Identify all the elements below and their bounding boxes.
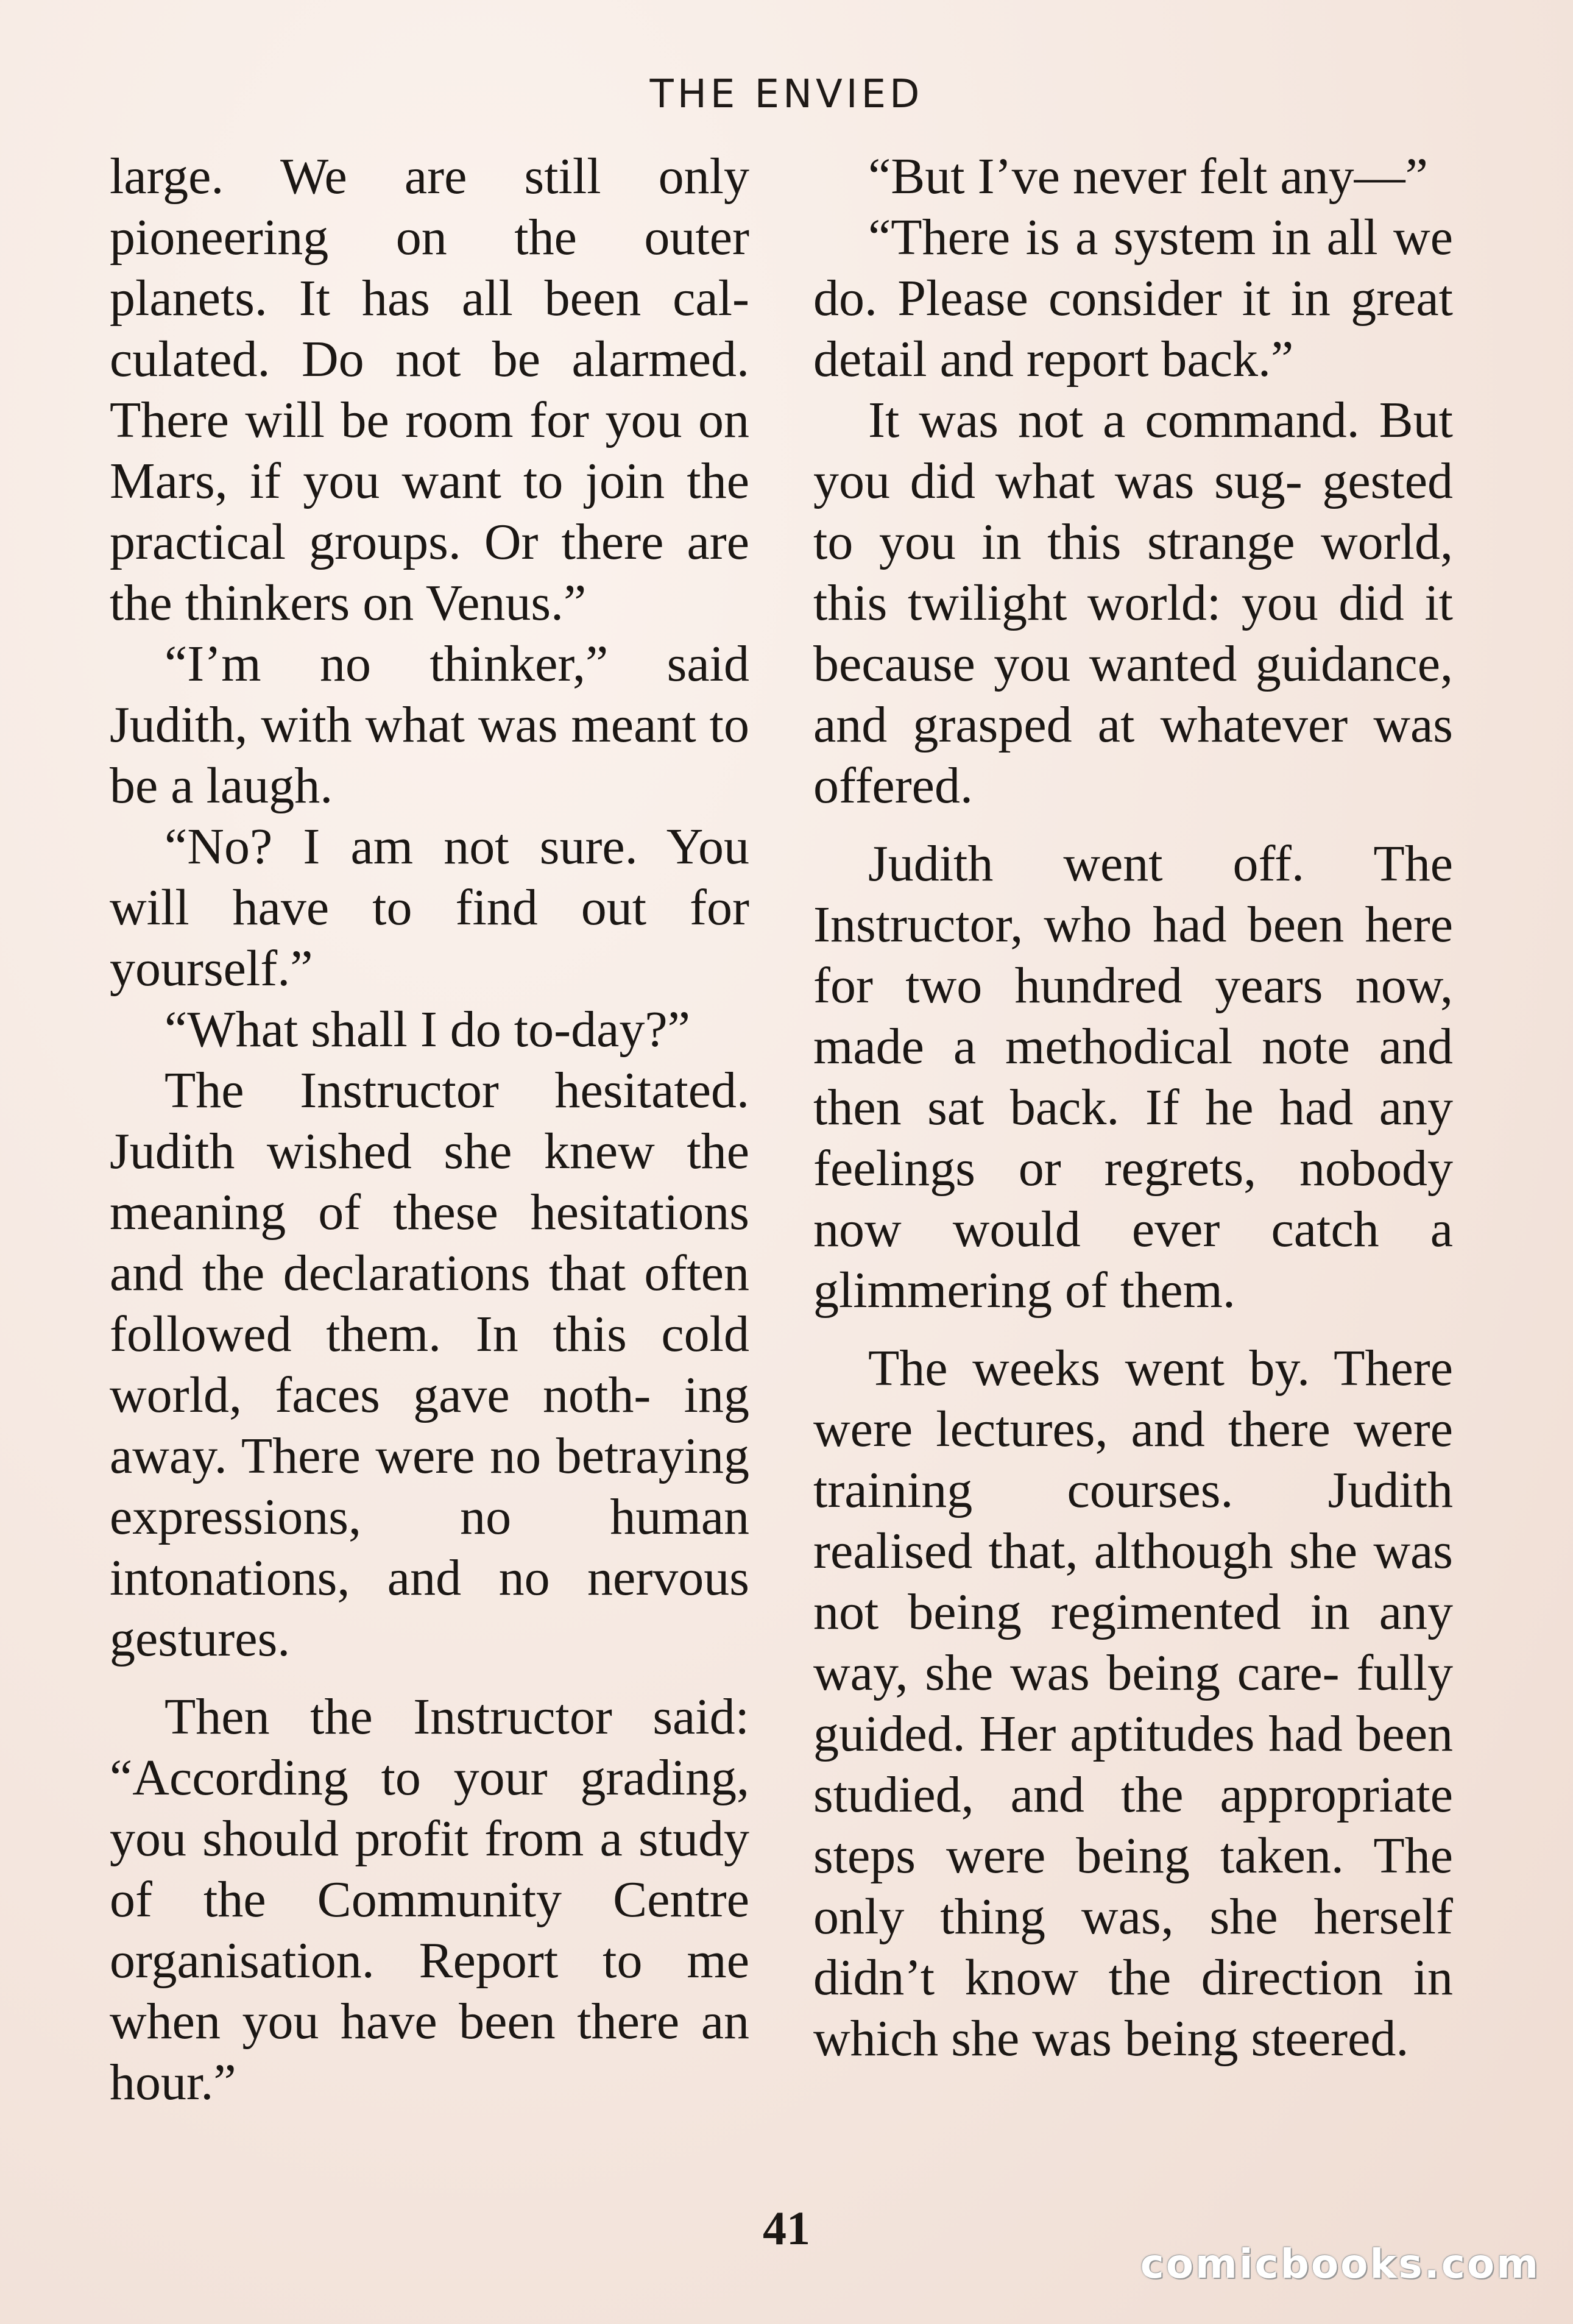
paragraph: Judith went off. The Instructor, who had been here for two hundred years now, made a methodical note and then sat back. If he had any feelings or regrets, nobody now would ever catch a glimmering of them. [813, 835, 1453, 1319]
paragraph: Then the Instructor said: “According to your grading, you should profit from a study of the Community Centre organisation. Report to me when you have been there an hour.” [110, 1688, 749, 2111]
paragraph: “What shall I do to-day?” [164, 1001, 690, 1058]
paragraph: “There is a system in all we do. Please consider it in great detail and report back.” [813, 209, 1453, 388]
left-column [110, 146, 749, 2113]
page-number: 41 [763, 2202, 810, 2255]
watermark-logo: comicbooks.com [1140, 2241, 1540, 2287]
paragraph: The Instructor hesitated. Judith wished she knew the meaning of these hesitations and the declarations that often followed them. In this cold world, faces gave noth- ing away. There were no betraying expressions, no human intonations, and no nervous gestures. [110, 1062, 749, 1667]
paragraph: “But I’ve never felt any—” [868, 148, 1428, 205]
right-column [813, 146, 1453, 2069]
paragraph: “No? I am not sure. You will have to find out for yourself.” [110, 818, 749, 997]
paragraph: The weeks went by. There were lectures, and there were training courses. Judith realised that, although she was not being regimented in any way, she was being care- fully guided. Her aptitudes had been studied, and the appropriate steps were being taken. The only thing was, she herself didn’t know the direction in which she was being steered. [813, 1340, 1453, 2067]
paragraph: “I’m no thinker,” said Judith, with what was meant to be a laugh. [110, 636, 749, 814]
running-head: THE ENVIED [649, 72, 924, 117]
paragraph: large. We are still only pioneering on the outer planets. It has all been cal- culated. Do not be alarmed. There will be room for you on Mars, if you want to join the practical groups. Or there are the thinkers on Venus.” [110, 148, 749, 631]
paragraph: It was not a command. But you did what was sug- gested to you in this strange world, this twilight world: you did it because you wanted guidance, and grasped at whatever was offered. [813, 392, 1453, 814]
